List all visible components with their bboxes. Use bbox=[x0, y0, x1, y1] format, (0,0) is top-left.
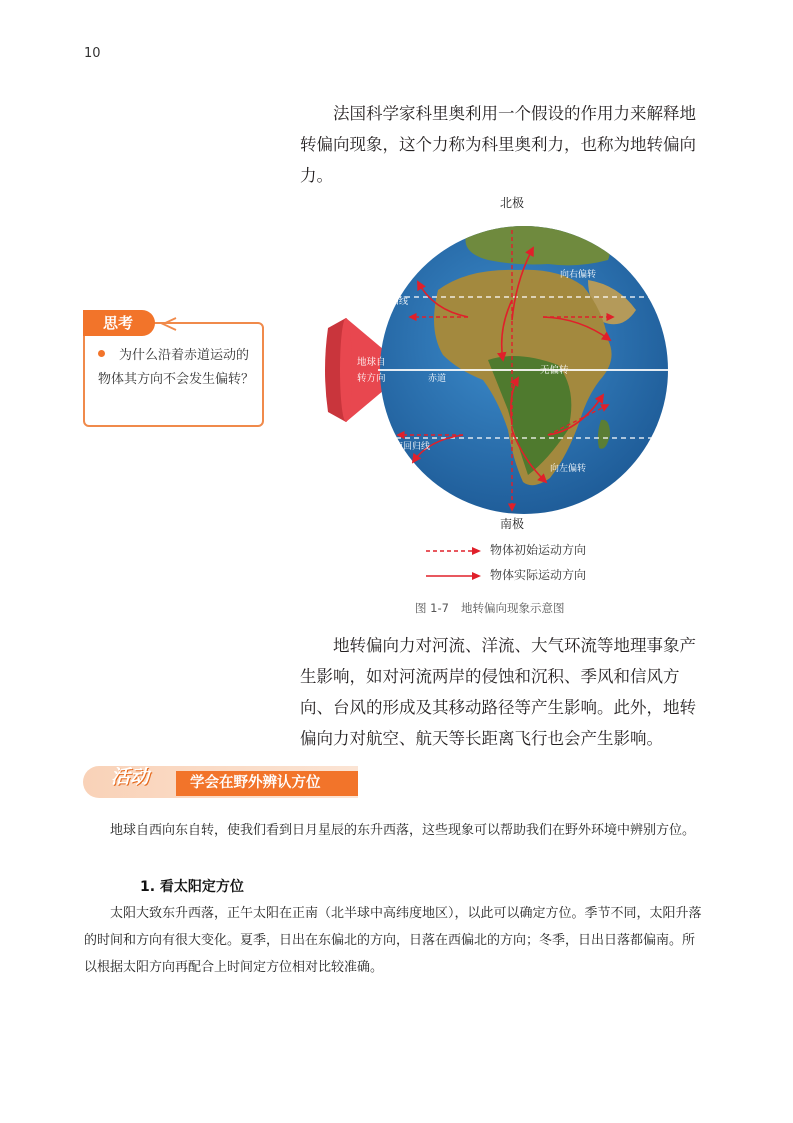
legend-actual-text: 物体实际运动方向 bbox=[490, 568, 587, 582]
legend-actual bbox=[424, 566, 586, 583]
caption-text: 地转偏向现象示意图 bbox=[460, 601, 565, 615]
activity-header bbox=[83, 766, 358, 798]
label-left-deflect: 向左偏转 bbox=[550, 464, 587, 474]
label-right-deflect: 向右偏转 bbox=[560, 270, 597, 280]
think-question-text: 为什么沿着赤道运动的物体其方向不会发生偏转？ bbox=[98, 348, 255, 387]
caption-number: 图 1-7 bbox=[415, 601, 449, 615]
label-rotation-2: 转方向 bbox=[357, 373, 386, 384]
bullet-icon bbox=[98, 350, 105, 357]
think-title: 思考 bbox=[83, 310, 155, 336]
think-question bbox=[98, 344, 256, 392]
legend-initial-text: 物体初始运动方向 bbox=[490, 543, 587, 557]
label-no-deflect: 无偏转 bbox=[540, 365, 569, 376]
activity-title: 学会在野外辨认方位 bbox=[176, 771, 358, 796]
solid-arrow-icon bbox=[424, 571, 482, 581]
label-equator: 赤道 bbox=[428, 374, 447, 384]
coriolis-figure bbox=[318, 190, 688, 540]
label-tropic-south: 南回归线 bbox=[394, 442, 431, 452]
label-tropic-north: 北回归线 bbox=[372, 297, 409, 307]
legend-initial bbox=[424, 541, 586, 558]
arrow-left-icon bbox=[160, 316, 178, 332]
activity-intro-text: 地球自西向东自转，使我们看到日月星辰的东升西落，这些现象可以帮助我们在野外环境中辨别方位。 bbox=[110, 823, 696, 838]
figure-caption bbox=[415, 600, 564, 616]
dashed-arrow-icon bbox=[424, 546, 482, 556]
section-text-body: 太阳大致东升西落，正午太阳在正南（北半球中高纬度地区），以此可以确定方位。季节不同，太阳升落的时间和方向有很大变化。夏季，日出在东偏北的方向，日落在西偏北的方向；冬季，日出日落都偏南。所以根据太阳方向再配合上时间定方位相对比较准确。 bbox=[84, 906, 702, 975]
intro-paragraph bbox=[300, 98, 712, 191]
label-rotation-1: 地球自 bbox=[357, 357, 386, 368]
label-south-pole: 南极 bbox=[499, 517, 525, 531]
label-north-pole: 北极 bbox=[499, 196, 525, 210]
section-text bbox=[84, 900, 704, 981]
page-number: 10 bbox=[84, 46, 101, 61]
activity-intro bbox=[84, 817, 704, 844]
effects-paragraph bbox=[300, 630, 712, 754]
intro-text: 法国科学家科里奥利用一个假设的作用力来解释地转偏向现象，这个力称为科里奥利力，也称为地转偏向力。 bbox=[300, 104, 696, 185]
section-heading: 1. 看太阳定方位 bbox=[140, 879, 244, 895]
effects-text: 地转偏向力对河流、洋流、大气环流等地理事象产生影响，如对河流两岸的侵蚀和沉积、季风和信风方向、台风的形成及其移动路径等产生影响。此外，地转偏向力对航空、航天等长距离飞行也会产生影响。 bbox=[300, 636, 696, 748]
activity-label: 活动 bbox=[111, 766, 150, 788]
